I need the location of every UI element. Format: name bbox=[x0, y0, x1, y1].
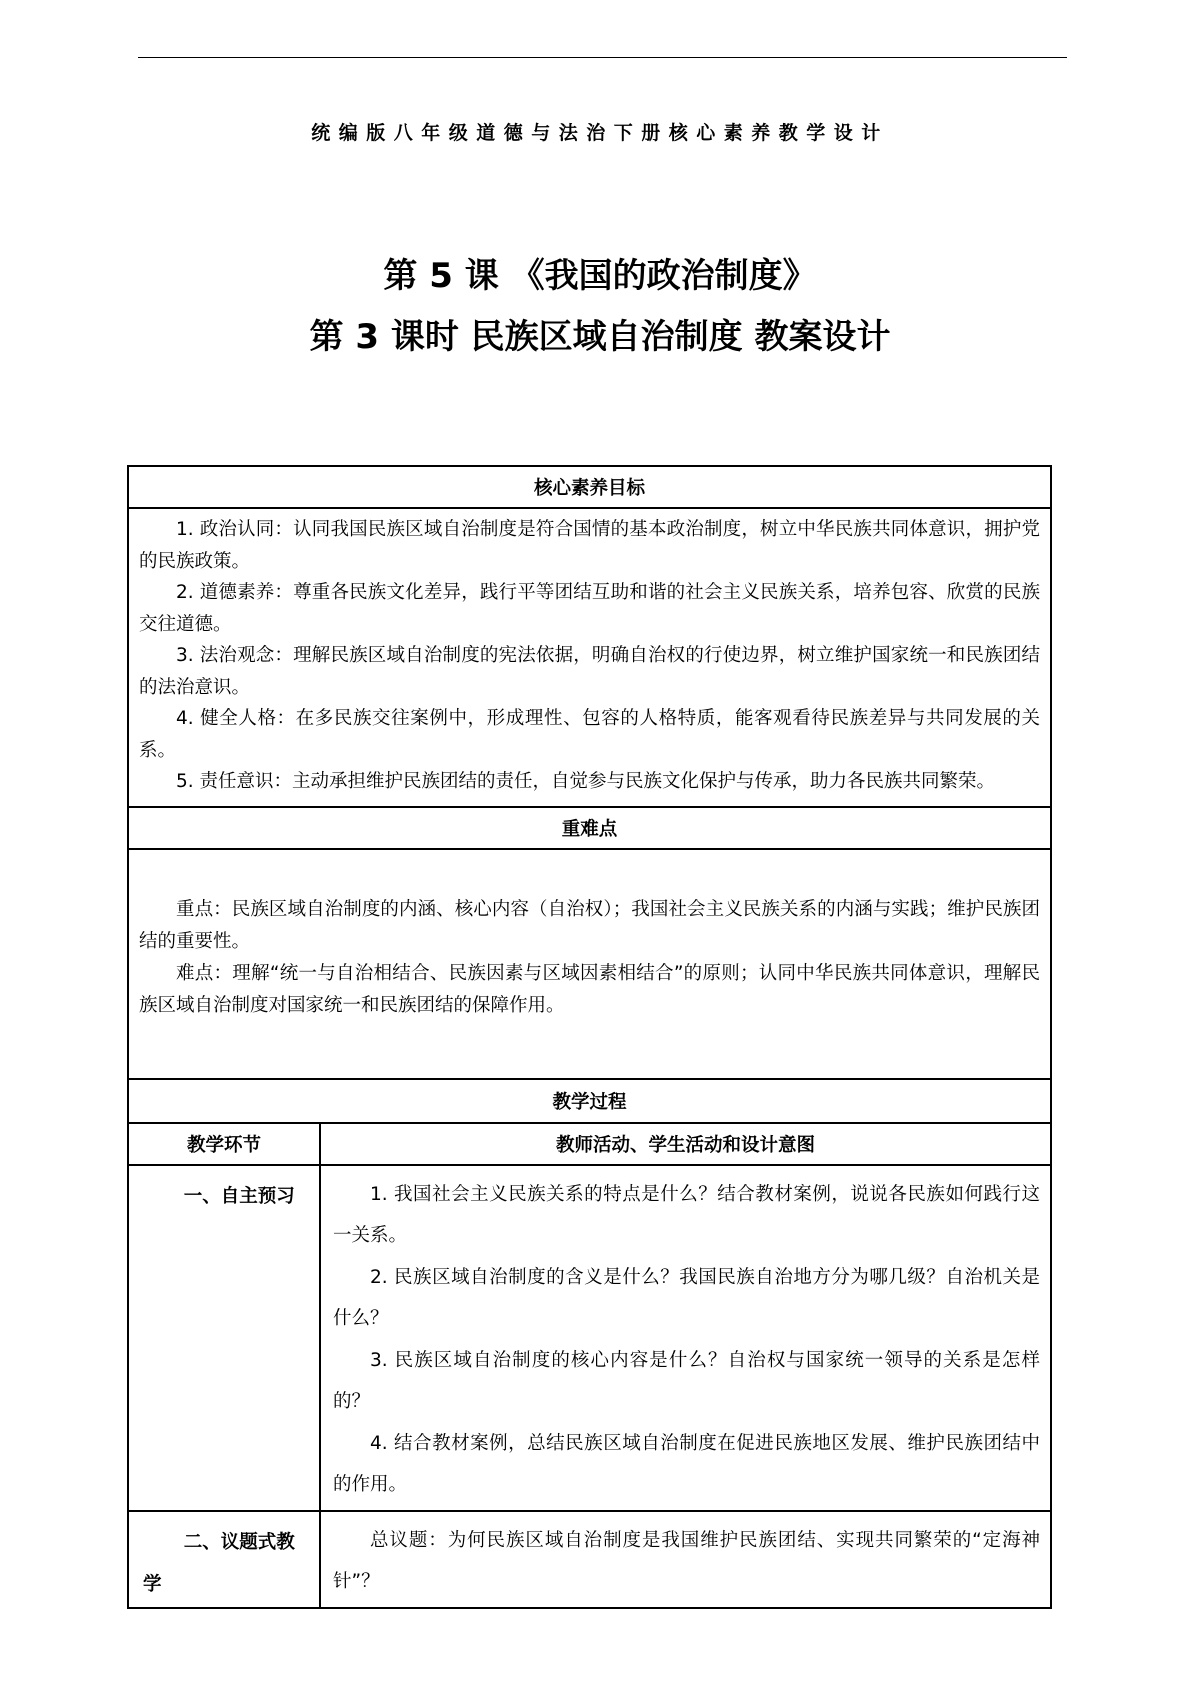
stage-name-cell bbox=[128, 1511, 320, 1608]
stage-body-cell bbox=[320, 1165, 1051, 1511]
goal-item: 3. 法治观念：理解民族区域自治制度的宪法依据，明确自治权的行使边界，树立维护国家统一和民族团结的法治意识。 bbox=[139, 645, 1041, 698]
stage-name: 二、议题式教学 bbox=[143, 1531, 295, 1595]
goal-item: 5. 责任意识：主动承担维护民族团结的责任，自觉参与民族文化保护与传承，助力各民族共同繁荣。 bbox=[176, 771, 996, 792]
goal-item: 2. 道德素养：尊重各民族文化差异，践行平等团结互助和谐的社会主义民族关系，培养包容、欣赏的民族交往道德。 bbox=[139, 582, 1041, 635]
goal-item: 1. 政治认同：认同我国民族区域自治制度是符合国情的基本政治制度，树立中华民族共同体意识，拥护党的民族政策。 bbox=[139, 519, 1041, 572]
lesson-title: 第 5 课 《我国的政治制度》 bbox=[383, 256, 817, 296]
stage-paragraph: 4. 结合教材案例，总结民族区域自治制度在促进民族地区发展、维护民族团结中的作用。 bbox=[333, 1432, 1041, 1495]
stage-body-cell bbox=[320, 1511, 1051, 1608]
process-heading: 教学过程 bbox=[128, 1079, 1051, 1123]
process-heading-row bbox=[128, 1079, 1051, 1123]
key-points-cell bbox=[128, 849, 1051, 1079]
key-focus: 重点：民族区域自治制度的内涵、核心内容（自治权）；我国社会主义民族关系的内涵与实践；维护民族团结的重要性。 bbox=[139, 898, 1041, 952]
goals-row bbox=[128, 508, 1051, 807]
key-heading-row bbox=[128, 807, 1051, 849]
col-activity-header: 教师活动、学生活动和设计意图 bbox=[320, 1123, 1051, 1165]
col-stage-header: 教学环节 bbox=[128, 1123, 320, 1165]
stage-row bbox=[128, 1165, 1051, 1511]
stage-name: 一、自主预习 bbox=[183, 1185, 295, 1207]
stage-paragraph: 2. 民族区域自治制度的含义是什么？我国民族自治地方分为哪几级？自治机关是什么？ bbox=[333, 1266, 1041, 1329]
stage-paragraph: 3. 民族区域自治制度的核心内容是什么？自治权与国家统一领导的关系是怎样的？ bbox=[333, 1349, 1041, 1412]
key-points-heading: 重难点 bbox=[128, 807, 1051, 849]
stage-paragraph: 总议题：为何民族区域自治制度是我国维护民族团结、实现共同繁荣的“定海神针”？ bbox=[333, 1529, 1041, 1592]
stage-paragraph: 1. 我国社会主义民族关系的特点是什么？结合教材案例，说说各民族如何践行这一关系。 bbox=[333, 1183, 1041, 1246]
stage-name-cell bbox=[128, 1165, 320, 1511]
key-difficulty: 难点：理解“统一与自治相结合、民族因素与区域因素相结合”的原则；认同中华民族共同体意识，理解民族区域自治制度对国家统一和民族团结的保障作用。 bbox=[139, 962, 1041, 1016]
series-title: 统编版八年级道德与法治下册核心素养教学设计 bbox=[311, 122, 889, 144]
lesson-plan-table bbox=[127, 465, 1052, 1609]
stage-row bbox=[128, 1511, 1051, 1608]
top-rule bbox=[138, 57, 1067, 58]
goal-item: 4. 健全人格：在多民族交往案例中，形成理性、包容的人格特质，能客观看待民族差异与共同发展的关系。 bbox=[139, 708, 1041, 761]
goals-cell bbox=[128, 508, 1051, 807]
period-title: 第 3 课时 民族区域自治制度 教案设计 bbox=[309, 317, 891, 357]
process-columns-row bbox=[128, 1123, 1051, 1165]
key-row bbox=[128, 849, 1051, 1079]
goals-heading-row bbox=[128, 466, 1051, 508]
goals-heading: 核心素养目标 bbox=[128, 466, 1051, 508]
